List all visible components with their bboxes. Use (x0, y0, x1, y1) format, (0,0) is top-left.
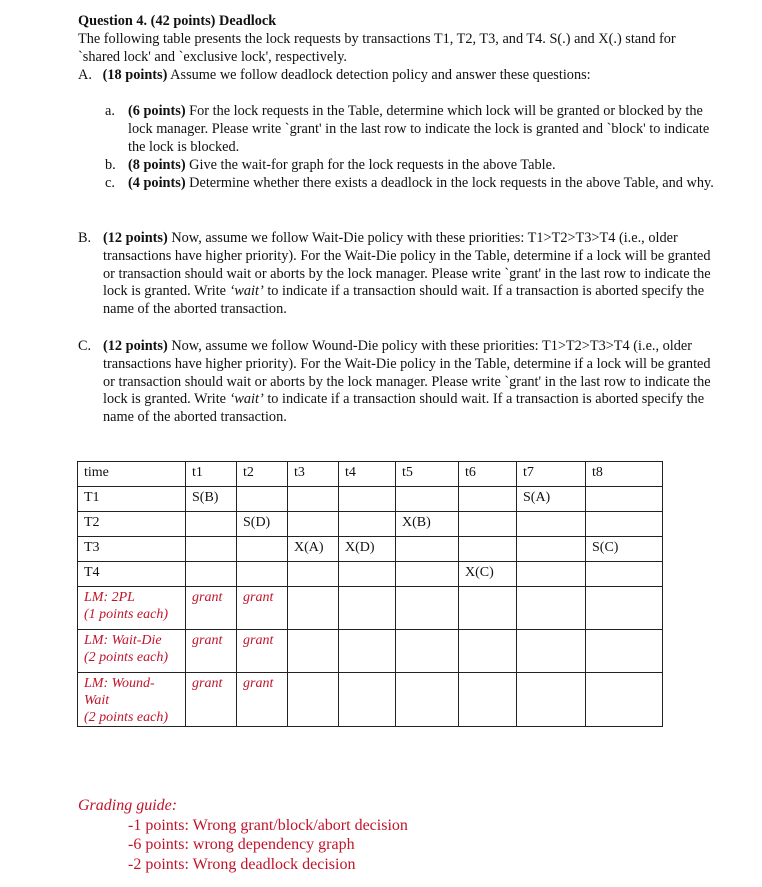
lock-cell: S(A) (517, 487, 586, 512)
part-c-item: (4 points) Determine whether there exists a deadlock in the lock requests in the above Table, and why. (128, 175, 714, 191)
table-row (78, 487, 663, 512)
lock-cell (339, 562, 396, 587)
header-row (78, 462, 663, 487)
decision-cell[interactable] (339, 630, 396, 673)
decision-cell[interactable] (517, 587, 586, 630)
part-b-item: (8 points) Give the wait-for graph for the lock requests in the above Table. (128, 157, 556, 173)
lock-cell (459, 537, 517, 562)
decision-cell[interactable] (288, 673, 339, 727)
lock-cell: X(D) (339, 537, 396, 562)
lm-policy: LM: 2PL (84, 590, 135, 605)
lock-cell (237, 537, 288, 562)
lock-cell: S(D) (237, 512, 288, 537)
lock-cell (517, 512, 586, 537)
header-cell: t5 (396, 462, 459, 487)
table-row (78, 562, 663, 587)
item-label: c. (105, 175, 115, 191)
decision-cell[interactable] (586, 587, 663, 630)
part-label: B. (78, 230, 92, 246)
lm-label (78, 673, 186, 727)
decision-cell[interactable]: grant (237, 673, 288, 727)
lock-cell: X(C) (459, 562, 517, 587)
lm-label (78, 630, 186, 673)
decision-cell[interactable] (396, 673, 459, 727)
part-a-item: (6 points) For the lock requests in the Table, determine which lock will be granted or blocked by the lock manager. Please write `grant' in the last row to indicate the lock is granted and `block' to indicate the lock is blocked. (128, 103, 710, 155)
grading-title: Grading guide: (78, 797, 178, 814)
decision-cell[interactable] (396, 587, 459, 630)
decision-cell[interactable] (517, 630, 586, 673)
lm-row (78, 587, 663, 630)
lock-cell: X(A) (288, 537, 339, 562)
lock-cell (339, 487, 396, 512)
header-cell: t4 (339, 462, 396, 487)
transaction-cell: T2 (78, 512, 186, 537)
lm-label (78, 587, 186, 630)
part-label: C. (78, 338, 92, 354)
lock-cell (237, 487, 288, 512)
lm-policy: LM: Wound-Wait (84, 676, 155, 708)
transaction-cell: T4 (78, 562, 186, 587)
lock-cell: S(B) (186, 487, 237, 512)
lm-points: (1 points each) (84, 607, 168, 622)
lm-points: (2 points each) (84, 650, 168, 665)
grading-item: -1 points: Wrong grant/block/abort decision (128, 816, 408, 834)
decision-cell[interactable]: grant (237, 587, 288, 630)
decision-cell[interactable]: grant (186, 673, 237, 727)
decision-cell[interactable] (517, 673, 586, 727)
lock-cell (586, 487, 663, 512)
lm-policy: LM: Wait-Die (84, 633, 162, 648)
decision-cell[interactable] (586, 630, 663, 673)
lock-cell (459, 512, 517, 537)
header-cell: time (78, 462, 186, 487)
header-cell: t7 (517, 462, 586, 487)
lock-cell (288, 487, 339, 512)
table-row (78, 537, 663, 562)
lock-cell: X(B) (396, 512, 459, 537)
decision-cell[interactable] (459, 673, 517, 727)
lock-cell (288, 562, 339, 587)
lock-cell (339, 512, 396, 537)
part-b: (12 points) Now, assume we follow Wait-Die policy with these priorities: T1>T2>T3>T4 (i.e., older transactions have higher priority). For the Wait-Die policy in the Table, determine if a lock will be granted or transaction should wait or aborts by the lock manager. Please write `grant' in the last row to indicate the lock is granted. Write ‘wait’ to indicate if a transaction should wait. If a transaction is aborted specify the name of the aborted transaction. (103, 230, 711, 318)
grading-item: -2 points: Wrong deadlock decision (128, 855, 356, 873)
header-cell: t3 (288, 462, 339, 487)
lock-table (77, 461, 663, 727)
decision-cell[interactable]: grant (186, 587, 237, 630)
question-intro: The following table presents the lock requests by transactions T1, T2, T3, and T4. S(.) and X(.) stand for `shared lock' and `exclusive lock', respectively. (78, 31, 676, 65)
transaction-cell: T3 (78, 537, 186, 562)
decision-cell[interactable] (459, 630, 517, 673)
decision-cell[interactable] (339, 673, 396, 727)
question-title: Question 4. (42 points) Deadlock (78, 13, 277, 29)
lock-cell (186, 537, 237, 562)
decision-cell[interactable] (339, 587, 396, 630)
decision-cell[interactable] (288, 587, 339, 630)
lock-cell (186, 512, 237, 537)
header-cell: t1 (186, 462, 237, 487)
lock-cell (396, 562, 459, 587)
lock-cell: S(C) (586, 537, 663, 562)
item-label: a. (105, 103, 115, 119)
lm-row (78, 673, 663, 727)
lm-row (78, 630, 663, 673)
table-row (78, 512, 663, 537)
header-cell: t8 (586, 462, 663, 487)
part-c: (12 points) Now, assume we follow Wound-Die policy with these priorities: T1>T2>T3>T4 (i.e., older transactions have higher priority). For the Wait-Die policy in the Table, determine if a lock will be granted or transaction should wait or aborts by the lock manager. Please write `grant' in the last row to indicate the lock is granted. Write ‘wait’ to indicate if a transaction should wait. If a transaction is aborted specify the name of the aborted transaction. (103, 338, 711, 426)
decision-cell[interactable] (459, 587, 517, 630)
lock-cell (517, 537, 586, 562)
lock-cell (186, 562, 237, 587)
lock-cell (396, 537, 459, 562)
decision-cell[interactable]: grant (186, 630, 237, 673)
decision-cell[interactable] (288, 630, 339, 673)
lm-points: (2 points each) (84, 710, 168, 725)
lock-cell (396, 487, 459, 512)
grading-guide (78, 796, 408, 874)
part-a: A. (18 points) Assume we follow deadlock detection policy and answer these questions: (78, 67, 591, 83)
decision-cell[interactable] (586, 673, 663, 727)
lock-cell (586, 512, 663, 537)
decision-cell[interactable]: grant (237, 630, 288, 673)
lock-cell (288, 512, 339, 537)
header-cell: t2 (237, 462, 288, 487)
lock-cell (586, 562, 663, 587)
transaction-cell: T1 (78, 487, 186, 512)
lock-cell (237, 562, 288, 587)
header-cell: t6 (459, 462, 517, 487)
grading-item: -6 points: wrong dependency graph (128, 836, 355, 853)
item-label: b. (105, 157, 116, 173)
lock-cell (517, 562, 586, 587)
lock-cell (459, 487, 517, 512)
decision-cell[interactable] (396, 630, 459, 673)
